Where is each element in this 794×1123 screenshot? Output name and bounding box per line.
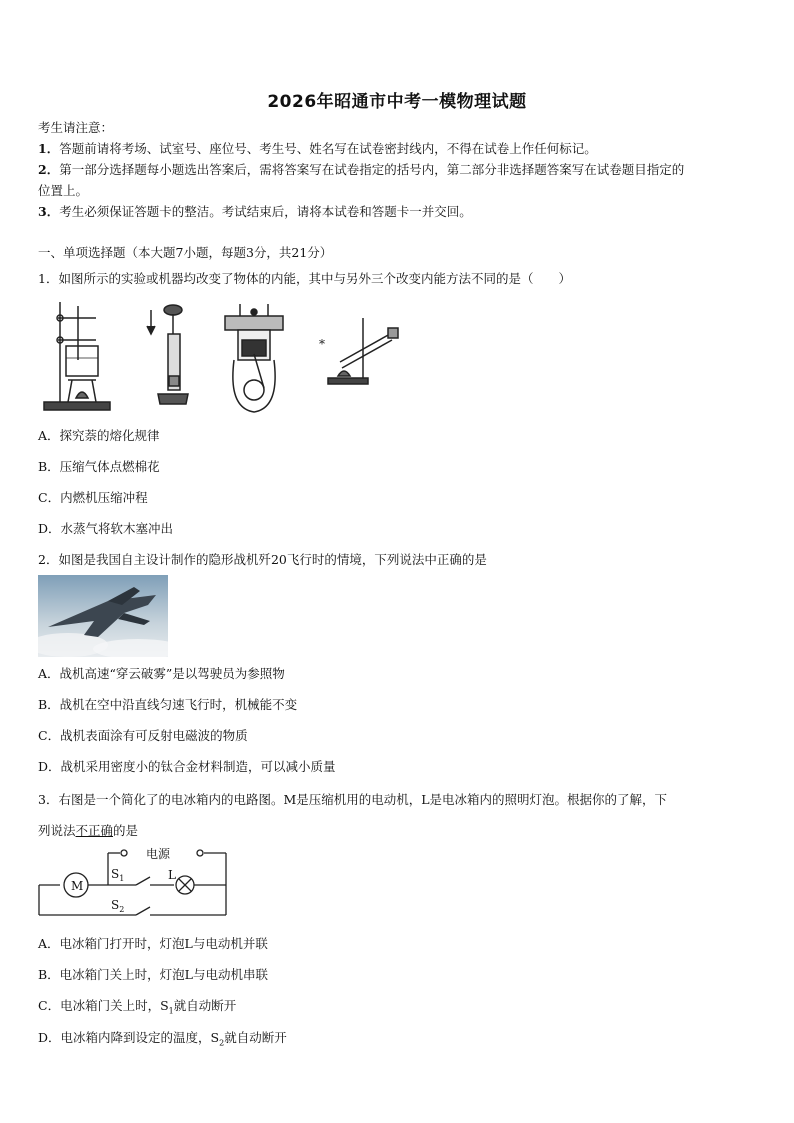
q3-stem-line1: 3．右图是一个简化了的电冰箱内的电路图。M是压缩机用的电动机，L是电冰箱内的照明灯泡。根据你的了解，下 — [38, 792, 668, 807]
s1-label: $S_1$ — [111, 867, 125, 883]
q1-option-b: B．压缩气体点燃棉花 — [38, 459, 160, 474]
fridge-circuit-diagram — [38, 845, 238, 919]
svg-text:*: * — [319, 337, 325, 351]
fighter-jet-photo — [38, 575, 168, 657]
notice-num: 2． — [38, 162, 60, 177]
page-title: 2026年昭通市中考一模物理试题 — [267, 92, 527, 112]
q2-option-b: B．战机在空中沿直线匀速飞行时，机械能不变 — [38, 697, 298, 712]
s2-label: $S_2$ — [111, 898, 125, 914]
q3-stem-line2 — [38, 823, 138, 839]
notice-text: 第一部分选择题每小题选出答案后，需将答案写在试卷指定的括号内，第二部分非选择题答案写在试卷题目指定的 — [59, 162, 685, 177]
q2-option-d: D．战机采用密度小的钛合金材料制造，可以减小质量 — [38, 759, 336, 774]
lamp-label: L — [168, 868, 176, 882]
q3-stem-underlined: 不正确 — [75, 823, 114, 838]
q3-option-a: A．电冰箱门打开时，灯泡L与电动机并联 — [38, 936, 268, 951]
section-heading: 一、单项选择题（本大题7小题，每题3分，共21分） — [38, 245, 333, 260]
source-label: 电源 — [146, 847, 171, 861]
q3-stem-prefix: 列说法 — [38, 823, 76, 838]
notice-num: 3． — [38, 204, 60, 219]
q1-option-c: C．内燃机压缩冲程 — [38, 490, 148, 505]
notice-heading: 考生请注意： — [38, 120, 114, 135]
q1-stem: 1．如图所示的实验或机器均改变了物体的内能，其中与另外三个改变内能方法不同的是（ ） — [38, 271, 571, 286]
q1-option-a: A．探究萘的熔化规律 — [38, 428, 160, 443]
q2-stem: 2．如图是我国自主设计制作的隐形战机歼20飞行时的情境，下列说法中正确的是 — [38, 552, 487, 567]
motor-label: M — [71, 879, 84, 893]
q3-option-b: B．电冰箱门关上时，灯泡L与电动机串联 — [38, 967, 268, 982]
q2-option-c: C．战机表面涂有可反射电磁波的物质 — [38, 728, 248, 743]
notice-item-2-cont: 位置上。 — [38, 183, 89, 198]
q3-option-c: C．电冰箱门关上时，$S_1$就自动断开 — [38, 998, 237, 1016]
notice-text: 考生必须保证答题卡的整洁。考试结束后，请将本试卷和答题卡一并交回。 — [59, 204, 472, 219]
steam-cork-figure — [319, 318, 398, 384]
notice-num: 1． — [38, 141, 60, 156]
notice-item-1 — [38, 141, 597, 157]
q1-apparatus-figure — [38, 298, 418, 418]
notice-item-3 — [38, 204, 472, 220]
q3-option-d: D．电冰箱内降到设定的温度，$S_2$就自动断开 — [38, 1030, 287, 1048]
q2-option-a: A．战机高速“穿云破雾”是以驾驶员为参照物 — [38, 666, 285, 681]
air-compression-figure — [147, 305, 188, 404]
q3-stem-suffix: 的是 — [113, 823, 139, 838]
notice-item-2 — [38, 162, 684, 178]
melting-apparatus-figure — [44, 302, 110, 410]
q1-option-d: D．水蒸气将软木塞冲出 — [38, 521, 174, 536]
notice-text: 答题前请将考场、试室号、座位号、考生号、姓名写在试卷密封线内，不得在试卷上作任何标记。 — [59, 141, 597, 156]
engine-stroke-figure — [225, 304, 283, 412]
